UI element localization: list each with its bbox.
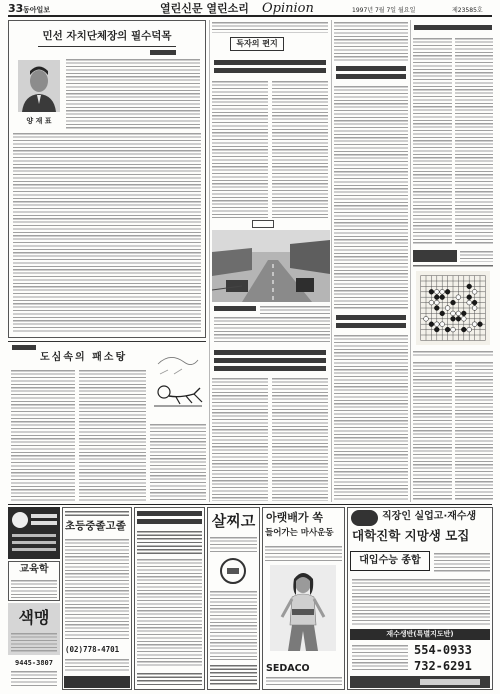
column-divider [331, 20, 332, 502]
letter-headline [214, 60, 326, 73]
white-stone [472, 306, 477, 311]
diet-ad-title: 살찌고 [211, 512, 256, 530]
exam-school-phone: (02)778-4701 [65, 645, 120, 654]
course-info-text [434, 552, 490, 572]
black-stone [440, 311, 445, 316]
letter-body-text [334, 85, 408, 309]
black-stone [429, 289, 434, 294]
letter-body-text [212, 377, 268, 501]
letter-body-text [272, 80, 328, 218]
white-stone [467, 327, 472, 332]
black-stone [445, 289, 450, 294]
page-number: 33 [8, 2, 24, 15]
feature-illustration [150, 344, 206, 419]
black-stone [451, 300, 456, 305]
baduk-board [416, 271, 490, 345]
letter-headline [336, 66, 406, 79]
black-stone [461, 327, 466, 332]
letters-header: 독자의 편지 [236, 39, 278, 48]
exam-school-ad-text [65, 658, 129, 672]
feature-kicker [12, 345, 36, 350]
model-photo [270, 565, 336, 651]
white-stone [434, 322, 439, 327]
massage-ad-brand: SEDACO [266, 663, 310, 674]
letters-intro-text [212, 21, 328, 33]
academy-banner-text [12, 548, 56, 551]
white-stone [456, 295, 461, 300]
white-stone [434, 300, 439, 305]
white-stone [451, 311, 456, 316]
baduk-commentary-text [455, 361, 493, 501]
feature-body-text [11, 369, 75, 501]
column-kicker [150, 50, 176, 55]
college-prep-headline: 직장인 실업고·재수생 [382, 511, 477, 522]
massage-ad-contact [266, 676, 342, 687]
feature-body-text [79, 369, 146, 501]
article-headline [414, 25, 492, 30]
section-rule [8, 341, 206, 342]
baduk-label [413, 250, 457, 262]
baduk-caption [413, 350, 493, 356]
exam-school-ad-footer [64, 676, 130, 688]
white-stone [424, 316, 429, 321]
black-stone [467, 284, 472, 289]
baduk-info-text [460, 250, 493, 262]
black-stone [472, 300, 477, 305]
black-stone [434, 295, 439, 300]
article-body-text [455, 37, 493, 245]
vocational-ad-text [137, 530, 202, 554]
black-stone [434, 306, 439, 311]
black-stone [434, 327, 439, 332]
vocational-ad-text [137, 558, 202, 668]
letter-body-text [334, 334, 408, 501]
black-stone [478, 322, 483, 327]
black-stone [456, 316, 461, 321]
exam-school-ad-title: 초등중졸고졸 [65, 520, 126, 532]
college-prep-address-text [352, 644, 408, 672]
header-rule [8, 15, 492, 17]
newspaper-name: 동아일보 [23, 6, 51, 14]
white-stone [434, 289, 439, 294]
diet-ad-text [210, 536, 257, 554]
photo-label [252, 220, 274, 228]
exam-school-ad-text [65, 538, 129, 640]
letter-body-text [212, 80, 268, 218]
white-stone [467, 300, 472, 305]
opinion-body-text [13, 132, 201, 332]
academy-ad-title: 교육학 [19, 564, 49, 575]
diet-ad-contact [210, 664, 257, 686]
academy-banner-text [31, 521, 57, 525]
diet-ad-text [210, 590, 257, 660]
ads-divider [8, 504, 492, 505]
photo-caption-text [260, 305, 330, 315]
headline-rule [38, 46, 176, 47]
article-body-text [413, 37, 452, 245]
photo-caption-text [214, 316, 330, 342]
column-divider [209, 20, 210, 502]
white-stone [461, 316, 466, 321]
author-name: 양 재 표 [26, 117, 52, 125]
academy-ad-text [11, 579, 57, 598]
black-stone [429, 322, 434, 327]
academy-phone: 9445-3807 [15, 659, 53, 667]
baduk-commentary-text [413, 361, 452, 501]
academy-banner-text [12, 534, 56, 537]
column-divider [410, 20, 411, 502]
white-stone [451, 327, 456, 332]
photo-caption-title [214, 306, 256, 311]
black-stone [467, 295, 472, 300]
massage-ad-headline: 아랫배가 쏙 [266, 511, 323, 524]
letter-headline [336, 315, 406, 328]
course-name: 대입수능 종합 [359, 555, 421, 566]
massage-ad-text [265, 545, 342, 561]
opinion-body-text [66, 58, 200, 130]
issue-date: 1997년 7월 7일 월요일 [352, 7, 416, 14]
white-stone [445, 306, 450, 311]
exam-school-ad-kicker [65, 510, 129, 517]
academy-logo-icon [12, 512, 28, 528]
letter-headline [214, 350, 326, 371]
colorblind-ad-title: 색맹 [18, 608, 50, 627]
white-stone [472, 289, 477, 294]
diet-seal-mark [227, 568, 239, 574]
black-stone [461, 311, 466, 316]
opinion-column-headline: 민선 자치단체장의 필수덕목 [42, 30, 172, 42]
feature-headline: 도심속의 패소탕 [40, 352, 128, 363]
white-stone [429, 300, 434, 305]
author-photo [18, 60, 60, 112]
reader-photo [212, 230, 330, 302]
white-stone [440, 289, 445, 294]
college-prep-subheadline: 대학진학 지망생 모집 [352, 528, 470, 543]
college-prep-ad-footer-text [420, 679, 480, 685]
massage-ad-subheadline: 들어가는 마사운동 [265, 528, 334, 538]
letter-body-text [272, 377, 328, 501]
college-prep-phone-1: 554-0933 [414, 643, 472, 657]
issue-number: 제23585호 [452, 7, 483, 14]
black-stone [445, 327, 450, 332]
colorblind-ad-text [11, 632, 57, 652]
baduk-players [413, 264, 493, 268]
vocational-ad-contact [137, 672, 202, 687]
vocational-ad-title [137, 511, 202, 524]
academy-banner-text [31, 514, 57, 518]
section-title-en: Opinion [262, 1, 314, 16]
college-prep-ad-text [352, 578, 490, 626]
black-stone [451, 316, 456, 321]
section-title: 열린신문 열린소리 [160, 2, 249, 15]
black-stone [440, 295, 445, 300]
feature-body-text [150, 423, 206, 501]
white-stone [456, 311, 461, 316]
college-prep-phone-2: 732-6291 [414, 659, 472, 673]
college-prep-logo-icon [351, 510, 378, 526]
special-class-label: 재수생반(특별지도반) [386, 630, 454, 638]
white-stone [440, 322, 445, 327]
academy-ad-text [11, 670, 57, 688]
white-stone [472, 322, 477, 327]
academy-banner-text [12, 541, 56, 544]
letter-body-text [334, 21, 408, 63]
